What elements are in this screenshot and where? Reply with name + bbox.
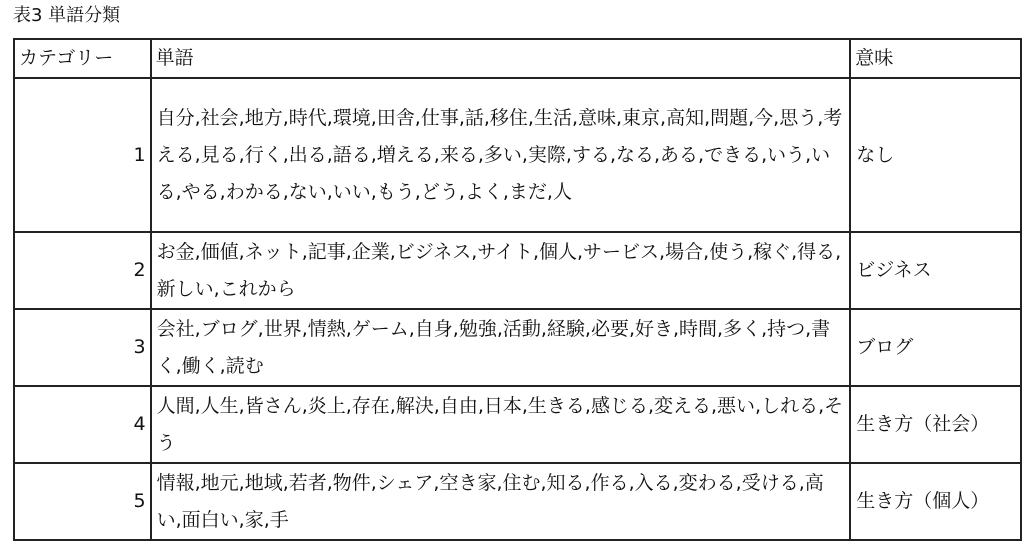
table-row xyxy=(14,386,1021,463)
category-meaning: 生き方（個人） xyxy=(850,463,1021,540)
word-list: 自分,社会,地方,時代,環境,田舎,仕事,話,移住,生活,意味,東京,高知,問題,今,思う,考える,見る,行く,出る,語る,増える,来る,多い,実際,する,なる,ある,できる,いう,いる,やる,わかる,ない,いい,もう,どう,よく,まだ,人 xyxy=(151,78,851,232)
word-list: 人間,人生,皆さん,炎上,存在,解決,自由,日本,生きる,感じる,変える,悪い,しれる,そう xyxy=(151,386,851,463)
table-row xyxy=(14,309,1021,386)
table-row xyxy=(14,232,1021,309)
header-category: カテゴリー xyxy=(14,39,151,78)
table-caption: 表3 単語分類 xyxy=(13,5,121,26)
word-list: お金,価値,ネット,記事,企業,ビジネス,サイト,個人,サービス,場合,使う,稼ぐ,得る,新しい,これから xyxy=(151,232,851,309)
table-row xyxy=(14,463,1021,540)
category-meaning: ビジネス xyxy=(850,232,1021,309)
header-meaning: 意味 xyxy=(850,39,1021,78)
table-header-row xyxy=(14,39,1021,78)
category-meaning: なし xyxy=(850,78,1021,232)
category-meaning: 生き方（社会） xyxy=(850,386,1021,463)
category-number: 1 xyxy=(14,78,151,232)
category-number: 5 xyxy=(14,463,151,540)
word-list: 会社,ブログ,世界,情熱,ゲーム,自身,勉強,活動,経験,必要,好き,時間,多く,持つ,書く,働く,読む xyxy=(151,309,851,386)
table-row xyxy=(14,78,1021,232)
category-meaning: ブログ xyxy=(850,309,1021,386)
category-number: 2 xyxy=(14,232,151,309)
category-number: 4 xyxy=(14,386,151,463)
word-list: 情報,地元,地域,若者,物件,シェア,空き家,住む,知る,作る,入る,変わる,受ける,高い,面白い,家,手 xyxy=(151,463,851,540)
header-words: 単語 xyxy=(151,39,851,78)
category-number: 3 xyxy=(14,309,151,386)
word-classification-table xyxy=(13,38,1022,541)
